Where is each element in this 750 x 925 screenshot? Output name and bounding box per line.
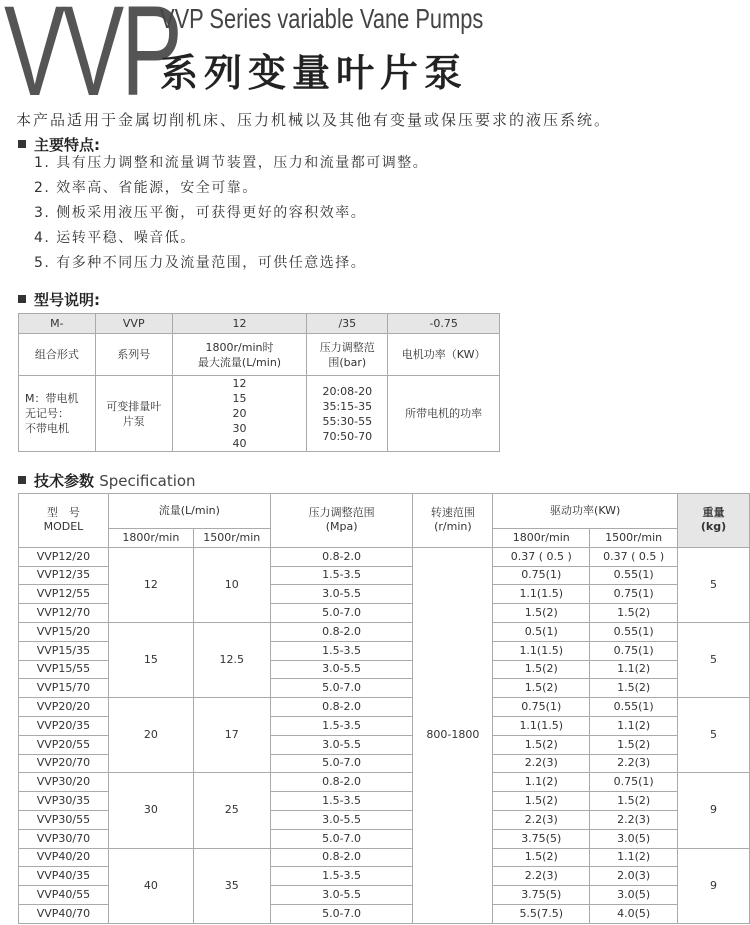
- model-value-cell: 所带电机的功率: [388, 376, 500, 452]
- power-1800-cell: 1.5(2): [493, 735, 590, 754]
- model-cell: VVP12/35: [19, 566, 109, 585]
- flow-1500-cell: 35: [193, 848, 270, 923]
- power-1800-cell: 1.1(1.5): [493, 585, 590, 604]
- flow-rpm1800-header: 1800r/min: [108, 529, 193, 548]
- title-english: VVP Series variable Vane Pumps: [160, 3, 484, 34]
- model-cell: VVP20/35: [19, 716, 109, 735]
- flow-rpm1500-header: 1500r/min: [193, 529, 270, 548]
- power-1800-cell: 5.5(7.5): [493, 904, 590, 923]
- power-1500-cell: 2.0(3): [590, 867, 678, 886]
- title-chinese: 系列变量叶片泵: [160, 51, 469, 95]
- pressure-cell: 1.5-3.5: [270, 867, 413, 886]
- weight-header: 重量 (kg): [678, 494, 750, 548]
- model-label-cell: 压力调整范 围(bar): [307, 334, 388, 376]
- model-value-cell: 可变排量叶 片泵: [95, 376, 172, 452]
- pressure-cell: 1.5-3.5: [270, 566, 413, 585]
- flow-1800-cell: 12: [108, 547, 193, 622]
- pressure-cell: 3.0-5.5: [270, 585, 413, 604]
- table-row: [19, 547, 750, 566]
- weight-cell: 9: [678, 773, 750, 848]
- model-cell: VVP30/70: [19, 829, 109, 848]
- spec-header-row: [19, 494, 750, 529]
- pressure-cell: 5.0-7.0: [270, 679, 413, 698]
- model-label-cell: 1800r/min时 最大流量(L/min): [172, 334, 307, 376]
- specification-table: [18, 493, 750, 924]
- model-cell: VVP12/55: [19, 585, 109, 604]
- feature-item: 2. 效率高、省能源，安全可靠。: [34, 180, 258, 196]
- power-1800-cell: 1.5(2): [493, 848, 590, 867]
- model-code-cell: M-: [19, 314, 96, 334]
- pressure-cell: 1.5-3.5: [270, 641, 413, 660]
- spec-heading-english: Specification: [99, 472, 196, 490]
- pressure-cell: 1.5-3.5: [270, 716, 413, 735]
- pressure-cell: 5.0-7.0: [270, 829, 413, 848]
- pressure-cell: 1.5-3.5: [270, 792, 413, 811]
- power-1800-cell: 2.2(3): [493, 754, 590, 773]
- power-1500-cell: 1.5(2): [590, 679, 678, 698]
- pressure-cell: 3.0-5.5: [270, 735, 413, 754]
- table-row: [19, 622, 750, 641]
- model-value-cell: 20:08-20 35:15-35 55:30-55 70:50-70: [307, 376, 388, 452]
- power-1500-cell: 4.0(5): [590, 904, 678, 923]
- weight-cell: 5: [678, 547, 750, 622]
- model-heading-text: 型号说明:: [34, 291, 100, 309]
- pressure-header: 压力调整范围 (Mpa): [270, 494, 413, 548]
- table-row: [19, 773, 750, 792]
- features-heading-text: 主要特点:: [34, 136, 100, 154]
- model-cell: VVP15/20: [19, 622, 109, 641]
- flow-1800-cell: 15: [108, 622, 193, 697]
- power-1800-cell: 1.1(1.5): [493, 716, 590, 735]
- flow-1500-cell: 17: [193, 698, 270, 773]
- model-code-table: [18, 313, 500, 452]
- power-1800-cell: 3.75(5): [493, 829, 590, 848]
- model-cell: VVP40/35: [19, 867, 109, 886]
- power-1800-cell: 3.75(5): [493, 886, 590, 905]
- model-label-cell: 组合形式: [19, 334, 96, 376]
- power-rpm1500-header: 1500r/min: [590, 529, 678, 548]
- feature-item: 1. 具有压力调整和流量调节装置，压力和流量都可调整。: [34, 155, 429, 171]
- bullet-square-icon: [18, 476, 26, 484]
- power-1800-cell: 1.5(2): [493, 604, 590, 623]
- power-1500-cell: 2.2(3): [590, 754, 678, 773]
- model-cell: VVP30/55: [19, 810, 109, 829]
- power-1500-cell: 0.75(1): [590, 773, 678, 792]
- power-1800-cell: 0.5(1): [493, 622, 590, 641]
- model-code-cell: /35: [307, 314, 388, 334]
- speed-range-cell: 800-1800: [413, 547, 493, 923]
- power-1800-cell: 0.75(1): [493, 566, 590, 585]
- table-row: [19, 698, 750, 717]
- power-1800-cell: 1.5(2): [493, 792, 590, 811]
- feature-item: 4. 运转平稳、噪音低。: [34, 230, 196, 246]
- power-1500-cell: 0.75(1): [590, 641, 678, 660]
- model-value-cell: 12 15 20 30 40: [172, 376, 307, 452]
- weight-cell: 5: [678, 622, 750, 697]
- power-rpm1800-header: 1800r/min: [493, 529, 590, 548]
- weight-cell: 9: [678, 848, 750, 923]
- flow-1800-cell: 20: [108, 698, 193, 773]
- power-1800-cell: 1.1(1.5): [493, 641, 590, 660]
- pressure-cell: 5.0-7.0: [270, 604, 413, 623]
- flow-1500-cell: 12.5: [193, 622, 270, 697]
- model-cell: VVP15/35: [19, 641, 109, 660]
- power-1800-cell: 1.5(2): [493, 660, 590, 679]
- power-1800-cell: 2.2(3): [493, 810, 590, 829]
- model-heading: [18, 289, 100, 310]
- flow-header: 流量(L/min): [108, 494, 270, 529]
- power-1500-cell: 0.55(1): [590, 698, 678, 717]
- model-cell: VVP20/55: [19, 735, 109, 754]
- power-1800-cell: 1.1(2): [493, 773, 590, 792]
- model-cell: VVP20/70: [19, 754, 109, 773]
- model-label-cell: 电机功率（KW）: [388, 334, 500, 376]
- model-cell: VVP12/70: [19, 604, 109, 623]
- power-1500-cell: 0.55(1): [590, 566, 678, 585]
- pressure-cell: 0.8-2.0: [270, 622, 413, 641]
- model-code-cell: 12: [172, 314, 307, 334]
- flow-1800-cell: 40: [108, 848, 193, 923]
- pressure-cell: 3.0-5.5: [270, 810, 413, 829]
- power-1800-cell: 0.37 ( 0.5 ): [493, 547, 590, 566]
- power-1500-cell: 2.2(3): [590, 810, 678, 829]
- intro-text: 本产品适用于金属切削机床、压力机械以及其他有变量或保压要求的液压系统。: [16, 111, 612, 129]
- power-1500-cell: 0.37 ( 0.5 ): [590, 547, 678, 566]
- weight-cell: 5: [678, 698, 750, 773]
- model-cell: VVP40/55: [19, 886, 109, 905]
- model-code-cell: -0.75: [388, 314, 500, 334]
- power-1500-cell: 1.1(2): [590, 848, 678, 867]
- power-1500-cell: 0.55(1): [590, 622, 678, 641]
- model-code-cell: VVP: [95, 314, 172, 334]
- pressure-cell: 0.8-2.0: [270, 848, 413, 867]
- bullet-square-icon: [18, 295, 26, 303]
- power-1500-cell: 1.1(2): [590, 716, 678, 735]
- model-cell: VVP30/35: [19, 792, 109, 811]
- power-1500-cell: 0.75(1): [590, 585, 678, 604]
- model-cell: VVP15/70: [19, 679, 109, 698]
- model-cell: VVP30/20: [19, 773, 109, 792]
- bullet-square-icon: [18, 140, 26, 148]
- feature-item: 3. 侧板采用液压平衡，可获得更好的容积效率。: [34, 205, 367, 221]
- speed-header: 转速范围 (r/min): [413, 494, 493, 548]
- flow-1800-cell: 30: [108, 773, 193, 848]
- flow-1500-cell: 10: [193, 547, 270, 622]
- model-header: 型 号 MODEL: [19, 494, 109, 548]
- power-1800-cell: 0.75(1): [493, 698, 590, 717]
- model-cell: VVP15/55: [19, 660, 109, 679]
- pressure-cell: 0.8-2.0: [270, 773, 413, 792]
- power-1500-cell: 3.0(5): [590, 886, 678, 905]
- model-label-cell: 系列号: [95, 334, 172, 376]
- pressure-cell: 0.8-2.0: [270, 547, 413, 566]
- model-cell: VVP40/20: [19, 848, 109, 867]
- power-1500-cell: 1.5(2): [590, 735, 678, 754]
- power-1800-cell: 2.2(3): [493, 867, 590, 886]
- power-1500-cell: 3.0(5): [590, 829, 678, 848]
- table-row: [19, 848, 750, 867]
- pressure-cell: 3.0-5.5: [270, 886, 413, 905]
- power-1500-cell: 1.5(2): [590, 604, 678, 623]
- model-cell: VVP12/20: [19, 547, 109, 566]
- model-cell: VVP20/20: [19, 698, 109, 717]
- power-header: 驱动功率(KW): [493, 494, 678, 529]
- pressure-cell: 3.0-5.5: [270, 660, 413, 679]
- power-1500-cell: 1.5(2): [590, 792, 678, 811]
- pressure-cell: 5.0-7.0: [270, 904, 413, 923]
- power-1500-cell: 1.1(2): [590, 660, 678, 679]
- model-cell: VVP40/70: [19, 904, 109, 923]
- power-1800-cell: 1.5(2): [493, 679, 590, 698]
- model-value-cell: M：带电机 无记号： 不带电机: [19, 376, 96, 452]
- flow-1500-cell: 25: [193, 773, 270, 848]
- title-logo: VVP: [4, 0, 180, 123]
- spec-heading: [18, 470, 196, 491]
- pressure-cell: 0.8-2.0: [270, 698, 413, 717]
- feature-item: 5. 有多种不同压力及流量范围，可供任意选择。: [34, 255, 367, 271]
- spec-heading-text: 技术参数: [34, 472, 95, 490]
- pressure-cell: 5.0-7.0: [270, 754, 413, 773]
